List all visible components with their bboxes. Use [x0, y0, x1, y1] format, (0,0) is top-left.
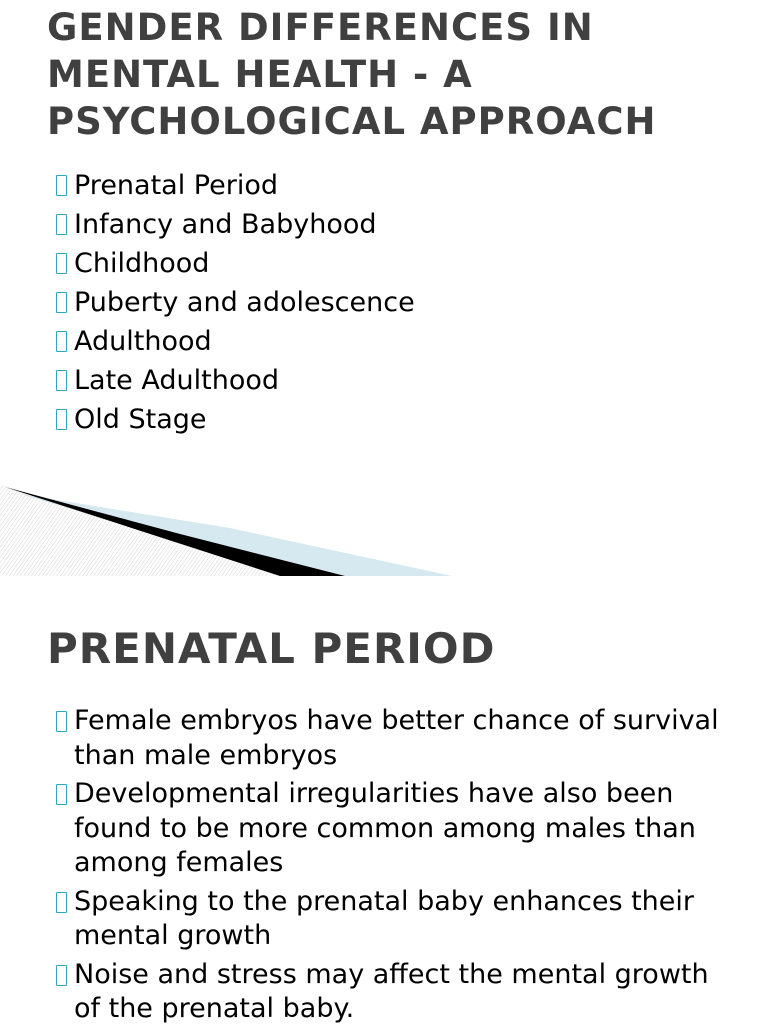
square-bullet-icon — [56, 892, 67, 913]
square-bullet-icon — [56, 409, 67, 430]
bullet-text: Prenatal Period — [74, 170, 278, 201]
list-item — [54, 704, 734, 773]
bullet-text: Infancy and Babyhood — [74, 209, 377, 240]
bullet-text: Adulthood — [74, 326, 212, 357]
bullet-text: Old Stage — [74, 404, 207, 435]
list-item — [54, 885, 734, 954]
list-item — [54, 401, 734, 440]
bullet-text: Puberty and adolescence — [74, 287, 415, 318]
bullet-text: Developmental irregularities have also been found to be more common among males than among females — [74, 778, 696, 878]
list-item — [54, 167, 734, 206]
list-item — [54, 323, 734, 362]
bullet-text: Childhood — [74, 248, 210, 279]
bullet-text: Noise and stress may affect the mental growth of the prenatal baby. — [74, 958, 709, 1024]
list-item — [54, 958, 734, 1027]
slide-1-title: GENDER DIFFERENCES IN MENTAL HEALTH - A PSYCHOLOGICAL APPROACH — [47, 6, 657, 143]
square-bullet-icon — [56, 965, 67, 986]
list-item — [54, 777, 734, 881]
slide-1-bullet-list — [54, 167, 734, 440]
square-bullet-icon — [56, 711, 67, 732]
square-bullet-icon — [56, 784, 67, 805]
bullet-text: Late Adulthood — [74, 365, 279, 396]
list-item — [54, 245, 734, 284]
slide-2 — [0, 576, 768, 1024]
square-bullet-icon — [56, 331, 67, 352]
slide-2-title: PRENATAL PERIOD — [47, 624, 496, 673]
bullet-text: Speaking to the prenatal baby enhances their mental growth — [74, 885, 695, 951]
square-bullet-icon — [56, 175, 67, 196]
slide-2-bullet-list — [54, 704, 734, 1031]
square-bullet-icon — [56, 370, 67, 391]
list-item — [54, 284, 734, 323]
square-bullet-icon — [56, 292, 67, 313]
swoosh-decoration — [0, 484, 768, 576]
list-item — [54, 206, 734, 245]
square-bullet-icon — [56, 253, 67, 274]
bullet-text: Female embryos have better chance of survival than male embryos — [74, 705, 719, 771]
square-bullet-icon — [56, 214, 67, 235]
list-item — [54, 362, 734, 401]
